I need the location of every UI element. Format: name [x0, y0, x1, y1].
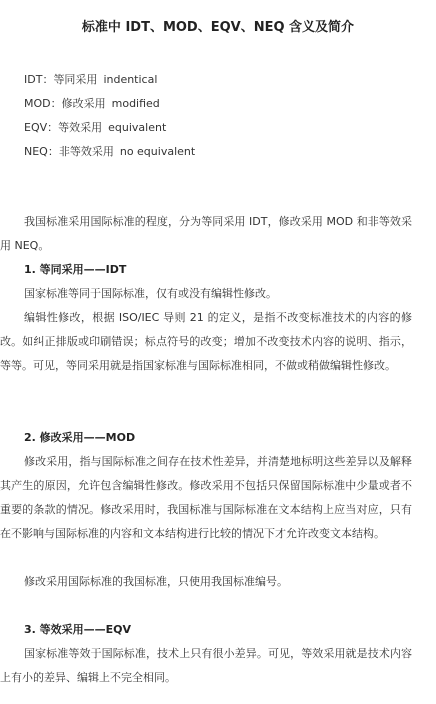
definition-eqv: EQV：等效采用 equivalent: [24, 121, 167, 134]
definition-en: indentical: [103, 73, 158, 86]
definition-en: modified: [111, 97, 160, 110]
definition-neq: NEQ：非等效采用 no equivalent: [24, 145, 196, 158]
section-paragraph: 编辑性修改，根据 ISO/IEC 导则 21 的定义，是指不改变标准技术的内容的修改。如纠正排版或印刷错误；标点符号的改变；增加不改变技术内容的说明、指示，等等。可见，等同采用就是指国家标准与国际标准相同，不做或稍做编辑性修改。: [0, 311, 412, 372]
section-heading-mod: 2. 修改采用——MOD: [24, 431, 136, 444]
definitions-list: [24, 68, 195, 164]
intro-paragraph: 我国标准采用国际标准的程度，分为等同采用 IDT，修改采用 MOD 和非等效采用 NEQ。: [0, 215, 412, 252]
definition-cn: 非等效采用: [58, 145, 114, 158]
definition-cn: 修改采用: [61, 97, 106, 110]
section-heading-idt: 1. 等同采用——IDT: [24, 263, 127, 276]
section-paragraph: 国家标准等效于国际标准，技术上只有很小差异。可见，等效采用就是技术内容上有小的差异、编辑上不完全相同。: [0, 647, 412, 684]
definition-en: equivalent: [108, 121, 167, 134]
definition-abbr: EQV: [24, 121, 48, 134]
definition-cn: 等效采用: [58, 121, 103, 134]
definition-abbr: NEQ: [24, 145, 48, 158]
section-paragraph: 国家标准等同于国际标准，仅有或没有编辑性修改。: [24, 287, 277, 300]
definition-idt: IDT：等同采用 indentical: [24, 73, 158, 86]
definition-abbr: IDT: [24, 73, 43, 86]
section-heading-eqv: 3. 等效采用——EQV: [24, 623, 132, 636]
section-paragraph: 修改采用国际标准的我国标准，只使用我国标准编号。: [24, 575, 288, 588]
page-title: 标准中 IDT、MOD、EQV、NEQ 含义及简介: [81, 20, 355, 35]
definition-en: no equivalent: [119, 145, 196, 158]
definition-abbr: MOD: [24, 97, 51, 110]
section-paragraph: 修改采用，指与国际标准之间存在技术性差异，并清楚地标明这些差异以及解释其产生的原因，允许包含编辑性修改。修改采用不包括只保留国际标准中少量或者不重要的条款的情况。修改采用时，我国标准与国际标准在文本结构上应当对应，只有在不影响与国际标准的内容和文本结构进行比较的情况下才允许改变文本结构。: [0, 455, 412, 540]
definition-mod: MOD：修改采用 modified: [24, 97, 160, 110]
definition-cn: 等同采用: [53, 73, 98, 86]
